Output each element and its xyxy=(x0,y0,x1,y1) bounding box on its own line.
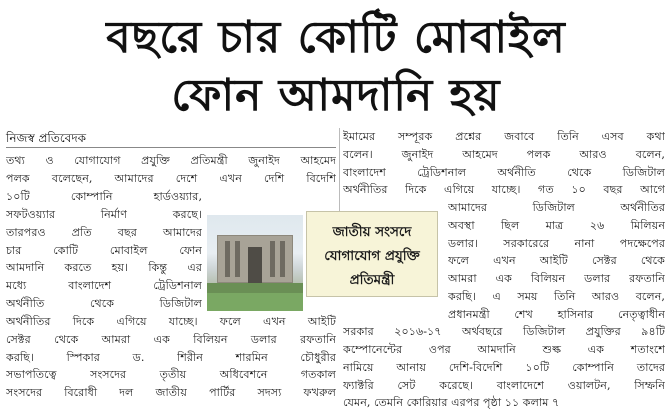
caption-line-3: প্রতিমন্ত্রী xyxy=(349,272,395,288)
text-line: ১০টি কোম্পানি হার্ডওয়্যার, xyxy=(6,189,202,203)
byline: নিজস্ব প্রতিবেদক xyxy=(6,130,336,148)
text-line: আমাদের ডিজিটাল অর্থনীতির xyxy=(448,201,665,214)
article-right-bottom xyxy=(343,341,665,412)
text-line: যেমন, তেমনি কোরিয়ার এরপর পৃষ্ঠা ১১ কলাম ৭ xyxy=(343,396,560,410)
text-line: ইমামের সম্পূরক প্রশ্নের জবাবে তিনি এসব কথা xyxy=(343,130,665,143)
text-line: অর্থনীতি থেকে ডিজিটাল xyxy=(6,296,202,310)
headline-line-2: ফোন আমদানি হয় xyxy=(171,70,501,121)
article-right-top xyxy=(343,128,665,199)
text-line: পলক বলেছেন, আমাদের দেশে এখন দেশি বিদেশি xyxy=(6,171,336,185)
article-left-mid xyxy=(6,206,202,313)
text-line: সফটওয়্যার নির্মাণ করছে। xyxy=(6,208,202,221)
text-line: তথ্য ও যোগাযোগ প্রযুক্তি প্রতিমন্ত্রী জুনাইদ আহমেদ xyxy=(6,154,336,167)
text-line: আমদানি করতে হয়। কিন্তু এর xyxy=(6,261,202,275)
text-line: সংসদের বিরোধী দল জাতীয় পার্টির সদস্য ফখরুল xyxy=(6,386,336,400)
text-line: প্রধানমন্ত্রী শেখ হাসিনার নেতৃত্বাধীন xyxy=(448,307,665,321)
text-line: সভাপতিত্বে সংসদের তৃতীয় অধিবেশনে গতকাল xyxy=(6,368,336,382)
text-line: নামিয়ে আনায় দেশি-বিদেশি ১০টি কোম্পানি তাদের xyxy=(343,360,665,374)
caption-line-1: জাতীয় সংসদে xyxy=(332,224,412,240)
caption-line-2: যোগাযোগ প্রযুক্তি xyxy=(324,248,420,264)
text-line: কম্পোনেন্টের ওপর আমদানি শুল্ক এক শতাংশে xyxy=(343,343,665,356)
text-line: তারপরও প্রতি বছর আমাদের xyxy=(6,225,202,239)
text-line: ডলার। সরকারেরে নানা পদক্ষেপের xyxy=(448,236,665,250)
text-line: সেক্টর থেকে আমরা এক বিলিয়ন ডলার রফতানি xyxy=(6,332,336,346)
photo-caption xyxy=(306,211,438,297)
text-line: আমরা এক বিলিয়ন ডলার রফতানি xyxy=(448,272,665,286)
text-line: চার কোটি মোবাইল ফোন xyxy=(6,243,202,257)
text-line: করছি। এ সময় তিনি আরও বলেন, xyxy=(448,289,665,303)
text-line: ফ্যাক্টরি সেট করেছে। বাংলাদেশে ওয়ালটন, সিম্ফনি xyxy=(343,378,665,392)
parliament-photo xyxy=(207,215,303,311)
headline-line-1: বছরে চার কোটি মোবাইল xyxy=(106,12,566,63)
text-line: অবস্থা ছিল মাত্র ২৬ মিলিয়ন xyxy=(448,218,665,232)
text-line: সরকার ২০১৬-১৭ অর্থবছরে ডিজিটাল প্রযুক্তির ৯৪টি xyxy=(343,325,665,338)
article-left-bottom xyxy=(6,313,336,402)
text-line: অর্থনীতির দিকে এগিয়ে যাচ্ছে। ফলে এখন আইটি xyxy=(6,315,336,328)
article-right-wide xyxy=(343,323,665,341)
text-line: ফলে এখন আইটি সেক্টর থেকে xyxy=(448,254,665,268)
text-line: করছি। স্পিকার ড. শিরীন শারমিন চৌধুরীর xyxy=(6,350,336,364)
text-line: অর্থনীতির দিকে এগিয়ে যাচ্ছে। গত ১০ বছর আগে xyxy=(343,183,665,197)
column-divider xyxy=(339,128,340,215)
article-right-mid xyxy=(448,199,665,324)
text-line: বাংলাদেশ ট্রেডিশনাল অর্থনীতি থেকে ডিজিটাল xyxy=(343,165,665,179)
text-line: বলেন। জুনাইদ আহমেদ পলক আরও বলেন, xyxy=(343,147,665,161)
article-left-top xyxy=(6,152,336,205)
text-line: মধ্যে বাংলাদেশ ট্রেডিশনাল xyxy=(6,279,202,293)
